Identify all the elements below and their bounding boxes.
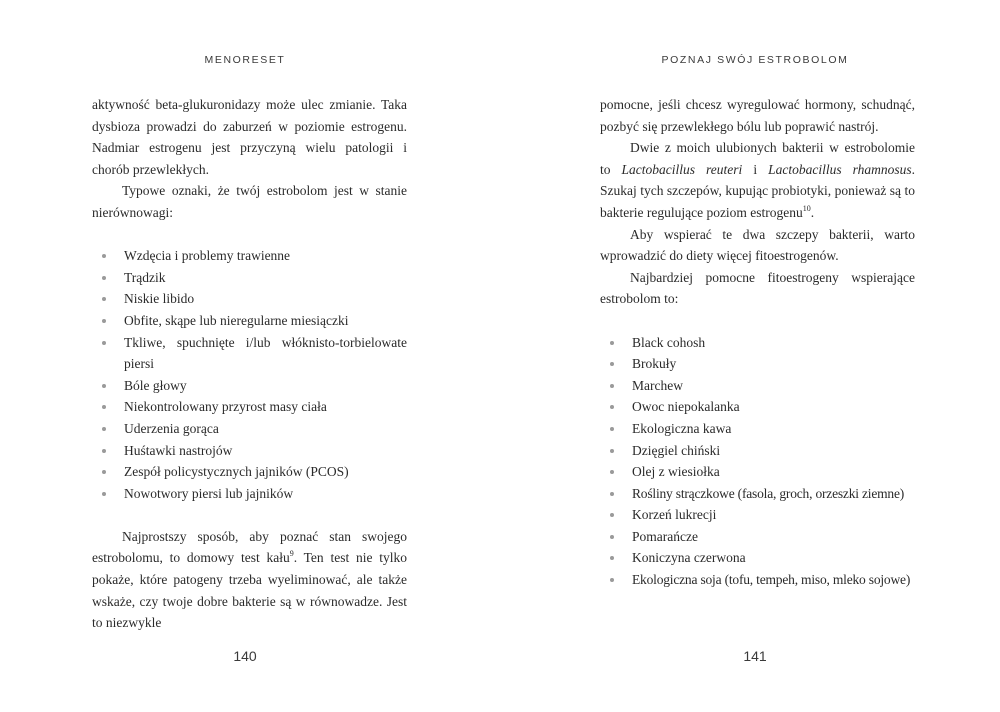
bullet-icon [102, 405, 106, 409]
bullet-icon [610, 578, 614, 582]
spacer [92, 224, 407, 246]
footnote-ref-10: 10 [802, 203, 811, 213]
bullet-icon [102, 254, 106, 258]
running-head-left: MENORESET [204, 54, 286, 66]
bullet-icon [102, 492, 106, 496]
right-page [500, 0, 1000, 712]
list-item: Brokuły [600, 353, 915, 375]
list-item: Black cohosh [600, 332, 915, 354]
list-item: Koniczyna czerwona [600, 547, 915, 569]
bullet-icon [102, 341, 106, 345]
left-paragraph-1: aktywność beta-glukuronidazy może ulec zmianie. Taka dysbioza prowadzi do zaburzeń w poziomie estrogenu. Nadmiar estrogenu jest przyczyną wielu patologii i chorób przewlekłych. [92, 97, 407, 177]
bullet-icon [610, 492, 614, 496]
list-item: Ekologiczna soja (tofu, tempeh, miso, mleko sojowe) [600, 569, 915, 591]
right-paragraph-4: Najbardziej pomocne fitoestrogeny wspierające estrobolom to: [600, 269, 915, 307]
list-item: Ekologiczna kawa [600, 418, 915, 440]
bullet-icon [102, 297, 106, 301]
bullet-icon [610, 470, 614, 474]
bullet-icon [610, 449, 614, 453]
right-paragraph-1: pomocne, jeśli chcesz wyregulować hormony, schudnąć, pozbyć się przewlekłego bólu lub poprawić nastrój. [600, 97, 915, 134]
list-item: Korzeń lukrecji [600, 504, 915, 526]
list-item: Niskie libido [92, 288, 407, 310]
bullet-icon [102, 449, 106, 453]
list-item: Tkliwe, spuchnięte i/lub włóknisto-torbielowate piersi [92, 332, 407, 375]
bullet-icon [102, 470, 106, 474]
left-text-block [92, 94, 407, 634]
list-item: Nowotwory piersi lub jajników [92, 483, 407, 505]
phytoestrogens-list [600, 332, 915, 591]
list-item: Rośliny strączkowe (fasola, groch, orzeszki ziemne) [600, 483, 915, 505]
list-item: Zespół policystycznych jajników (PCOS) [92, 461, 407, 483]
list-item: Obfite, skąpe lub nieregularne miesiączki [92, 310, 407, 332]
left-paragraph-3: Najprostszy sposób, aby poznać stan swojego estrobolomu, to domowy test kału$^9$. Ten test nie tylko pokaże, które patogeny trzeba wyeliminować, ale także wskaże, czy twoje dobre bakterie są w równowadze. Jest to niezwykle [92, 528, 407, 631]
bullet-icon [102, 427, 106, 431]
bullet-icon [610, 341, 614, 345]
bullet-icon [610, 535, 614, 539]
bullet-icon [610, 384, 614, 388]
page-number-left: 140 [233, 648, 257, 664]
list-item: Marchew [600, 375, 915, 397]
right-text-block [600, 94, 915, 591]
list-item: Bóle głowy [92, 375, 407, 397]
spacer [92, 504, 407, 526]
bullet-icon [102, 276, 106, 280]
list-item: Uderzenia gorąca [92, 418, 407, 440]
list-item: Niekontrolowany przyrost masy ciała [92, 396, 407, 418]
right-paragraph-3: Aby wspierać te dwa szczepy bakterii, warto wprowadzić do diety więcej fitoestrogenów. [600, 226, 915, 264]
list-item: Pomarańcze [600, 526, 915, 548]
bacteria-name-2: Lactobacillus rhamnosus [768, 161, 912, 177]
running-head-right: POZNAJ SWÓJ ESTROBOLOM [661, 54, 849, 66]
list-item: Wzdęcia i problemy trawienne [92, 245, 407, 267]
list-item: Huśtawki nastrojów [92, 440, 407, 462]
symptoms-list [92, 245, 407, 504]
bullet-icon [102, 384, 106, 388]
footnote-ref-9: 9 [289, 549, 294, 559]
bacteria-name-1: Lactobacillus reuteri [621, 161, 743, 177]
list-item: Olej z wiesiołka [600, 461, 915, 483]
bullet-icon [610, 556, 614, 560]
list-item: Dzięgiel chiński [600, 440, 915, 462]
bullet-icon [610, 513, 614, 517]
left-paragraph-2: Typowe oznaki, że twój estrobolom jest w stanie nierównowagi: [92, 183, 407, 220]
right-paragraph-2: Dwie z moich ulubionych bakterii w estrobolomie to Lactobacillus reuteri i Lactobacillus rhamnosus. Szukaj tych szczepów, kupując probiotyki, ponieważ są to bakterie regulujące poziom estrogenu$^{10}$. [600, 140, 915, 220]
bullet-icon [610, 427, 614, 431]
list-item: Trądzik [92, 267, 407, 289]
spacer [600, 310, 915, 332]
page-number-right: 141 [743, 648, 767, 664]
list-item: Owoc niepokalanka [600, 396, 915, 418]
bullet-icon [102, 319, 106, 323]
bullet-icon [610, 405, 614, 409]
bullet-icon [610, 362, 614, 366]
